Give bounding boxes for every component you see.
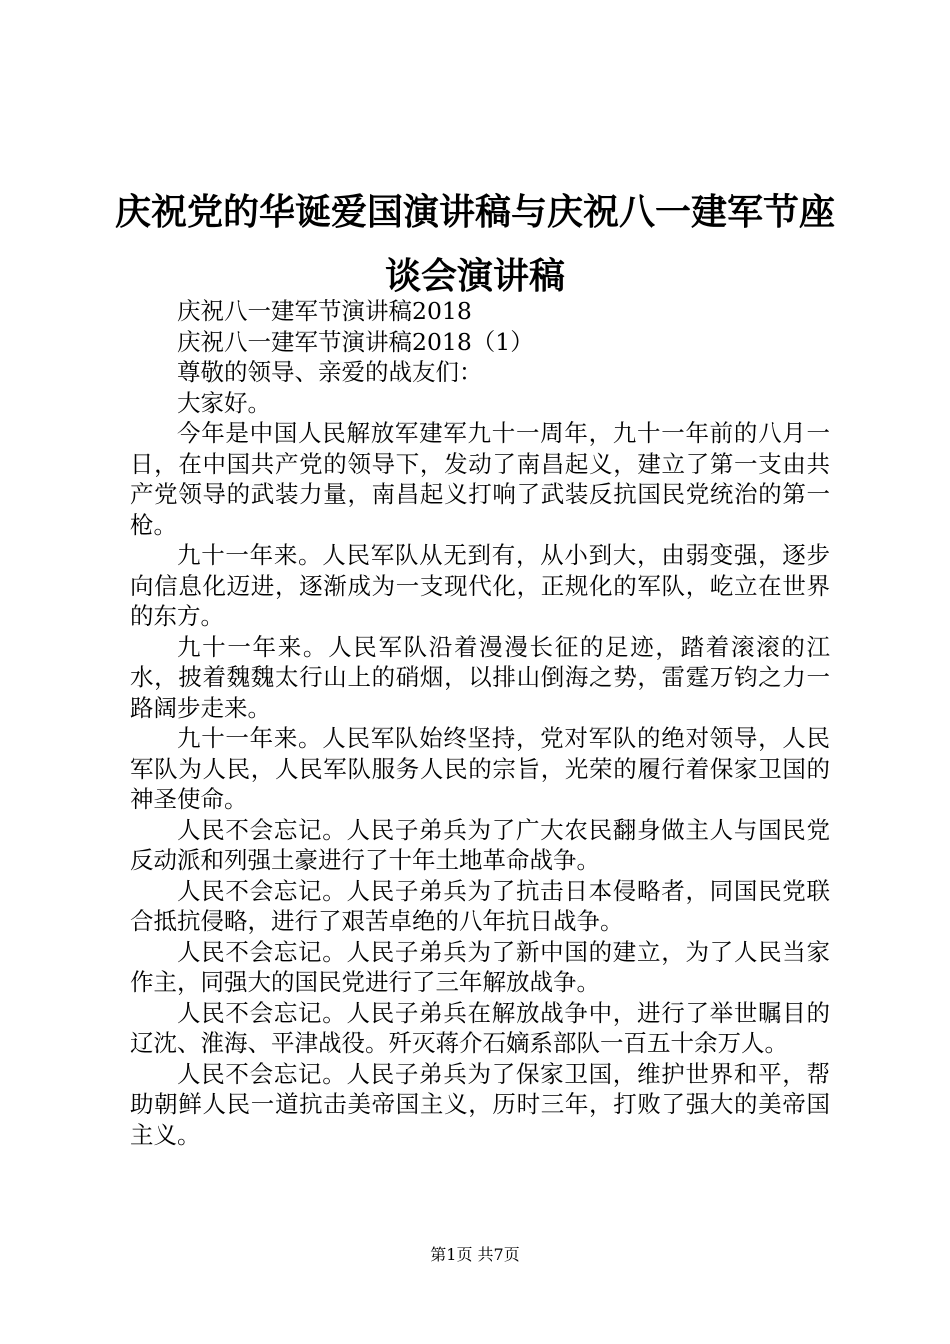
page-number: 第1页 共7页 xyxy=(430,1245,520,1264)
paragraph: 九十一年来。人民军队沿着漫漫长征的足迹，踏着滚滚的江水，披着魏魏太行山上的硝烟，以排山倒海之势，雷霆万钧之力一路阔步走来。 xyxy=(130,632,830,722)
paragraph: 大家好。 xyxy=(177,388,271,417)
paragraph: 九十一年来。人民军队从无到有，从小到大，由弱变强，逐步向信息化迈进，逐渐成为一支现代化，正规化的军队，屹立在世界的东方。 xyxy=(130,541,830,630)
document-title xyxy=(100,180,850,308)
paragraph: 今年是中国人民解放军建军九十一周年，九十一年前的八月一日，在中国共产党的领导下，发动了南昌起义，建立了第一支由共产党领导的武装力量，南昌起义打响了武装反抗国民党统治的第一枪。 xyxy=(130,419,830,539)
paragraph: 九十一年来。人民军队始终坚持，党对军队的绝对领导，人民军队为人民，人民军队服务人民的宗旨，光荣的履行着保家卫国的神圣使命。 xyxy=(130,724,830,813)
page-footer xyxy=(0,1244,950,1266)
paragraph: 人民不会忘记。人民子弟兵为了保家卫国，维护世界和平，帮助朝鲜人民一道抗击美帝国主义，历时三年，打败了强大的美帝国主义。 xyxy=(130,1059,830,1149)
title-line-1: 庆祝党的华诞爱国演讲稿与庆祝八一建军节座 xyxy=(114,191,835,233)
title-line-2: 谈会演讲稿 xyxy=(384,255,565,297)
paragraph: 尊敬的领导、亲爱的战友们： xyxy=(177,358,483,386)
document-body xyxy=(130,296,830,1150)
paragraph: 人民不会忘记。人民子弟兵为了广大农民翻身做主人与国民党反动派和列强土豪进行了十年土地革命战争。 xyxy=(130,815,830,874)
paragraph: 庆祝八一建军节演讲稿2018（1） xyxy=(177,327,534,356)
paragraph: 人民不会忘记。人民子弟兵为了抗击日本侵略者，同国民党联合抵抗侵略，进行了艰苦卓绝的八年抗日战争。 xyxy=(130,876,830,935)
paragraph: 庆祝八一建军节演讲稿2018 xyxy=(177,297,472,325)
paragraph: 人民不会忘记。人民子弟兵在解放战争中，进行了举世瞩目的辽沈、淮海、平津战役。歼灭蒋介石嫡系部队一百五十余万人。 xyxy=(130,998,830,1057)
paragraph: 人民不会忘记。人民子弟兵为了新中国的建立，为了人民当家作主，同强大的国民党进行了三年解放战争。 xyxy=(130,937,830,996)
